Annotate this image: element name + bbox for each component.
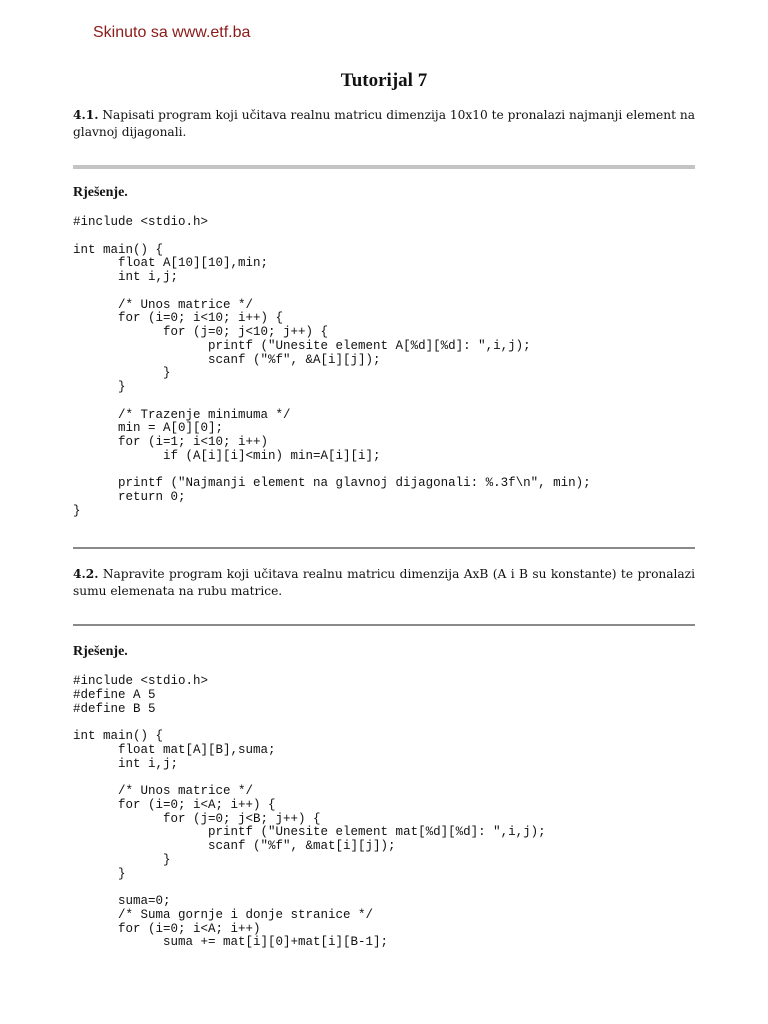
solution-label: Rješenje. <box>73 185 128 200</box>
solution-label: Rješenje. <box>73 644 128 659</box>
task-text: Napisati program koji učitava realnu matricu dimenzija 10x10 te pronalazi najmanji element na glavnoj dijagonali. <box>73 108 696 139</box>
source-link[interactable]: Skinuto sa www.etf.ba <box>93 24 251 41</box>
code-block-4-2: #include <stdio.h> #define A 5 #define B 5 int main() { float mat[A][B],suma; int i,j; /* Unos matrice */ for (i=0; i<A; i++) { for (j=0; j<B; j++) { printf ("Unesite element mat[%d][%d]: ",i,j); scanf ("%f", &mat[i][j]); } } suma=0; /* Suma gornje i donje stranice */ for (i=0; i<A; i++) suma += mat[i][0]+mat[i][B-1]; <box>73 674 546 950</box>
task-text: Napravite program koji učitava realnu matricu dimenzija AxB (A i B su konstante) te pronalazi sumu elemenata na rubu matrice. <box>73 567 696 598</box>
task-number: 4.1. <box>73 108 99 122</box>
task-4-1-statement <box>73 107 695 141</box>
section-divider <box>73 165 695 169</box>
section-divider <box>73 547 695 549</box>
page-title: Tutorijal 7 <box>340 70 428 91</box>
code-block-4-1: #include <stdio.h> int main() { float A[10][10],min; int i,j; /* Unos matrice */ for (i=0; i<10; i++) { for (j=0; j<10; j++) { printf ("Unesite element A[%d][%d]: ",i,j); scanf ("%f", &A[i][j]); } } /* Trazenje minimuma */ min = A[0][0]; for (i=1; i<10; i++) if (A[i][i]<min) min=A[i][i]; printf ("Najmanji element na glavnoj dijagonali: %.3f\n", min); return 0; } <box>73 215 591 518</box>
task-number: 4.2. <box>73 567 99 581</box>
task-4-2-statement <box>73 566 695 600</box>
section-divider <box>73 624 695 626</box>
